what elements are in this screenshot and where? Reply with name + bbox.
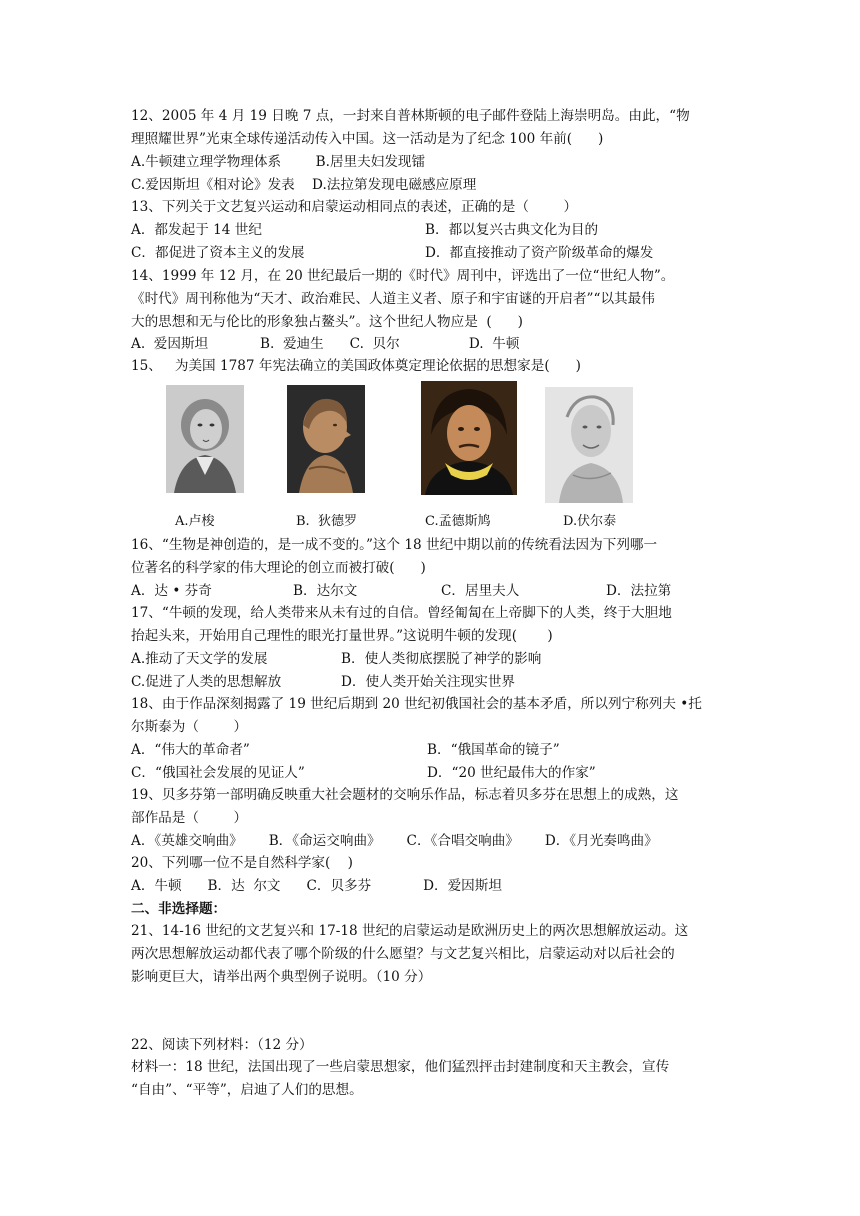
q16-stem-line1: 16、“生物是神创造的，是一成不变的。”这个 18 世纪中期以前的传统看法因为下列哪一 bbox=[131, 537, 658, 553]
q16-option-a: A．达 • 芬奇 bbox=[131, 583, 212, 599]
q14-stem-line1: 14、1999 年 12 月，在 20 世纪最后一期的《时代》周刊中，评选出了一位“世纪人物”。 bbox=[131, 268, 675, 284]
q19-stem-line2: 部作品是（ ） bbox=[131, 810, 248, 826]
q19-options: A．《英雄交响曲》 B．《命运交响曲》 C．《合唱交响曲》 D．《月光奏鸣曲》 bbox=[131, 833, 658, 849]
q19-stem-line1: 19、贝多芬第一部明确反映重大社会题材的交响乐作品，标志着贝多芬在思想上的成熟，这 bbox=[131, 787, 679, 803]
q17-option-c: C.促进了人类的思想解放 bbox=[131, 674, 282, 690]
portrait-c-caption: C.孟德斯鸠 bbox=[425, 514, 491, 529]
q18-stem-line1: 18、由于作品深刻揭露了 19 世纪后期到 20 世纪初俄国社会的基本矛盾，所以列宁称列夫 •托 bbox=[131, 696, 702, 712]
q12-options-cd: C.爱因斯坦《相对论》发表 D.法拉第发现电磁感应原理 bbox=[131, 177, 477, 193]
q22-material1-line1: 材料一：18 世纪，法国出现了一些启蒙思想家，他们猛烈抨击封建制度和天主教会，宣传 bbox=[131, 1059, 670, 1075]
q13-option-d: D．都直接推动了资产阶级革命的爆发 bbox=[425, 245, 654, 261]
portrait-a-image bbox=[166, 385, 244, 493]
portrait-a-caption: A.卢梭 bbox=[175, 514, 215, 529]
q15-stem: 15、 为美国 1787 年宪法确立的美国政体奠定理论依据的思想家是( ) bbox=[131, 358, 581, 374]
q12-options-ab: A.牛顿建立理学物理体系 B.居里夫妇发现镭 bbox=[131, 154, 426, 170]
q13-option-b: B．都以复兴古典文化为目的 bbox=[425, 222, 599, 238]
q21-stem-line1: 21、14-16 世纪的文艺复兴和 17-18 世纪的启蒙运动是欧洲历史上的两次思想解放运动。这 bbox=[131, 923, 689, 939]
q17-option-d: D．使人类开始关注现实世界 bbox=[341, 674, 516, 690]
q17-option-a: A.推动了天文学的发展 bbox=[131, 651, 268, 667]
q16-option-c: C．居里夫人 bbox=[441, 583, 520, 599]
q20-options: A．牛顿 B．达 尔文 C．贝多芬 D．爱因斯坦 bbox=[131, 878, 502, 894]
q13-option-c: C．都促进了资本主义的发展 bbox=[131, 245, 305, 261]
portrait-b-caption: B. 狄德罗 bbox=[296, 514, 357, 529]
q21-stem-line3: 影响更巨大，请举出两个典型例子说明。（10 分） bbox=[131, 969, 432, 985]
portrait-d-image bbox=[545, 387, 633, 503]
section-heading: 二、非选择题： bbox=[131, 901, 227, 917]
q18-option-a: A．“伟大的革命者” bbox=[131, 742, 250, 758]
q18-option-b: B．“俄国革命的镜子” bbox=[427, 742, 560, 758]
q13-stem: 13、下列关于文艺复兴运动和启蒙运动相同点的表述，正确的是（ ） bbox=[131, 199, 578, 215]
q12-stem-line1: 12、2005 年 4 月 19 日晚 7 点，一封来自普林斯顿的电子邮件登陆上海崇明岛。由此，“物 bbox=[131, 108, 690, 124]
q13-option-a: A．都发起于 14 世纪 bbox=[131, 222, 262, 238]
portrait-c-image bbox=[421, 381, 517, 495]
q20-stem: 20、下列哪一位不是自然科学家( ) bbox=[131, 855, 353, 871]
q22-stem: 22、阅读下列材料：（12 分） bbox=[131, 1037, 313, 1053]
q16-option-d: D．法拉第 bbox=[606, 583, 672, 599]
q17-stem-line2: 抬起头来，开始用自己理性的眼光打量世界。”这说明牛顿的发现( ) bbox=[131, 628, 553, 644]
q14-options: A. 爱因斯坦 B. 爱迪生 C. 贝尔 D. 牛顿 bbox=[131, 336, 520, 352]
q14-stem-line3: 大的思想和无与伦比的形象独占鳌头”。这个世纪人物应是 ( ) bbox=[131, 314, 523, 330]
q18-stem-line2: 尔斯泰为（ ） bbox=[131, 719, 248, 735]
q21-stem-line2: 两次思想解放运动都代表了哪个阶级的什么愿望？与文艺复兴相比，启蒙运动对以后社会的 bbox=[131, 946, 675, 962]
q22-material1-line2: “自由”、“平等”，启迪了人们的思想。 bbox=[131, 1082, 363, 1098]
portrait-b-image bbox=[287, 385, 365, 493]
q18-option-c: C．“俄国社会发展的见证人” bbox=[131, 765, 305, 781]
q12-stem-line2: 理照耀世界”光束全球传递活动传入中国。这一活动是为了纪念 100 年前( ) bbox=[131, 131, 604, 147]
q17-option-b: B．使人类彻底摆脱了神学的影响 bbox=[341, 651, 542, 667]
q17-stem-line1: 17、“牛顿的发现，给人类带来从未有过的自信。曾经匍匐在上帝脚下的人类，终于大胆地 bbox=[131, 605, 672, 621]
q14-stem-line2: 《时代》周刊称他为“天才、政治难民、人道主义者、原子和宇宙谜的开启者”“以其最伟 bbox=[131, 291, 655, 307]
q18-option-d: D．“20 世纪最伟大的作家” bbox=[427, 765, 596, 781]
q16-option-b: B．达尔文 bbox=[293, 583, 358, 599]
q16-stem-line2: 位著名的科学家的伟大理论的创立而被打破( ) bbox=[131, 560, 426, 576]
portrait-d-caption: D.伏尔泰 bbox=[563, 514, 617, 529]
